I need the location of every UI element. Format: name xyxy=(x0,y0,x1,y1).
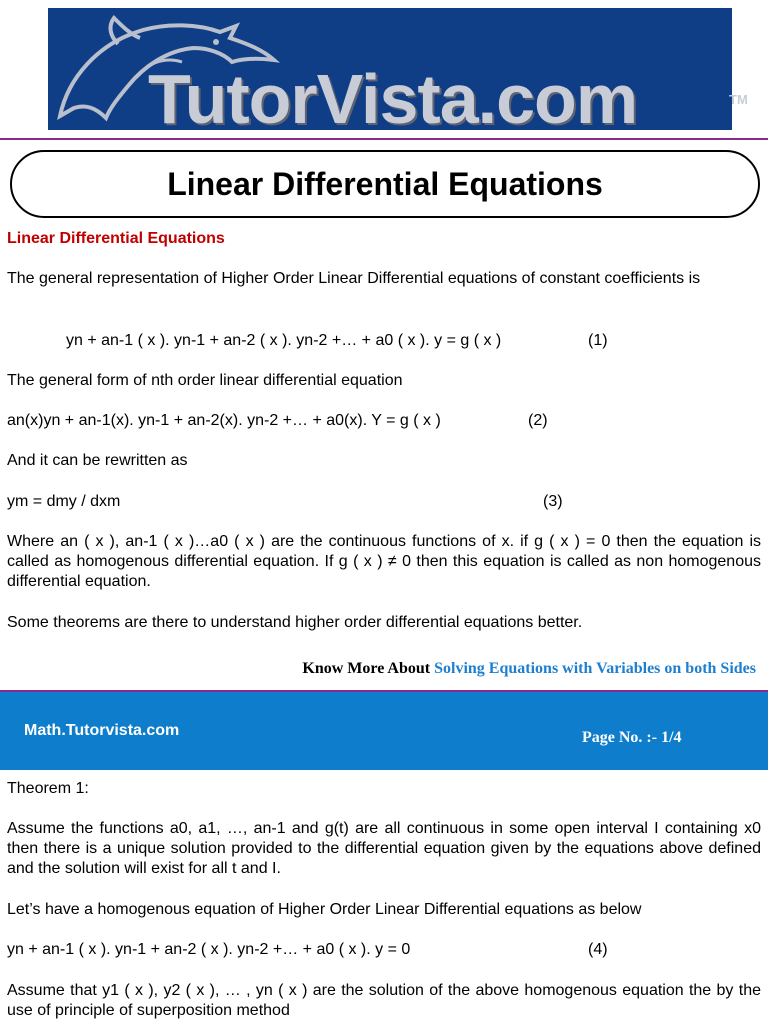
equation-number: (4) xyxy=(588,941,608,958)
equation-2: an(x)yn + an-1(x). yn-1 + an-2(x). yn-2 +… + a0(x). Y = g ( x ) xyxy=(7,412,441,429)
page-footer xyxy=(0,690,768,770)
equation-number: (2) xyxy=(528,412,548,429)
paragraph: Where an ( x ), an-1 ( x )…a0 ( x ) are the continuous functions of x. if g ( x ) = 0 then the equation is called as homogenous differential equation. If g ( x ) ≠ 0 then this equation is called as non homogenous differential equation. xyxy=(7,533,761,590)
equation-number: (3) xyxy=(543,493,563,510)
paragraph: Let’s have a homogenous equation of Higher Order Linear Differential equations as below xyxy=(7,901,642,918)
paragraph: Assume that y1 ( x ), y2 ( x ), … , yn ( x ) are the solution of the above homogenous equation the by the use of principle of superposition method xyxy=(7,982,761,1019)
footer-site-link[interactable]: Math.Tutorvista.com xyxy=(24,722,180,739)
paragraph: Assume the functions a0, a1, …, an-1 and g(t) are all continuous in some open interval I containing x0 then there is a unique solution provided to the differential equation given by the equations above defined and the solution will exist for all t and I. xyxy=(7,820,761,877)
section-heading: Linear Differential Equations xyxy=(7,230,225,247)
paragraph: The general form of nth order linear differential equation xyxy=(7,372,403,389)
know-more-line xyxy=(302,660,756,678)
paragraph: Some theorems are there to understand higher order differential equations better. xyxy=(7,614,583,631)
title-banner xyxy=(10,150,760,218)
equation-1: yn + an-1 ( x ). yn-1 + an-2 ( x ). yn-2 +… + a0 ( x ). y = g ( x ) xyxy=(66,332,502,349)
paragraph: And it can be rewritten as xyxy=(7,452,188,469)
paragraph: The general representation of Higher Order Linear Differential equations of constant coefficients is xyxy=(7,270,701,287)
know-more-link[interactable]: Solving Equations with Variables on both Sides xyxy=(434,660,756,677)
equation-number: (1) xyxy=(588,332,608,349)
theorem-heading: Theorem 1: xyxy=(7,780,89,797)
tutorvista-logo xyxy=(48,8,748,138)
divider xyxy=(0,138,768,140)
logo-trademark: TM xyxy=(729,92,748,107)
know-more-label: Know More About xyxy=(302,660,435,677)
equation-4: yn + an-1 ( x ). yn-1 + an-2 ( x ). yn-2 +… + a0 ( x ). y = 0 xyxy=(7,941,411,958)
page-title: Linear Differential Equations xyxy=(167,165,603,202)
logo-wordmark: TutorVista.com xyxy=(148,60,638,138)
page-number: Page No. :- 1/4 xyxy=(582,729,682,746)
equation-3: ym = dmy / dxm xyxy=(7,493,121,510)
